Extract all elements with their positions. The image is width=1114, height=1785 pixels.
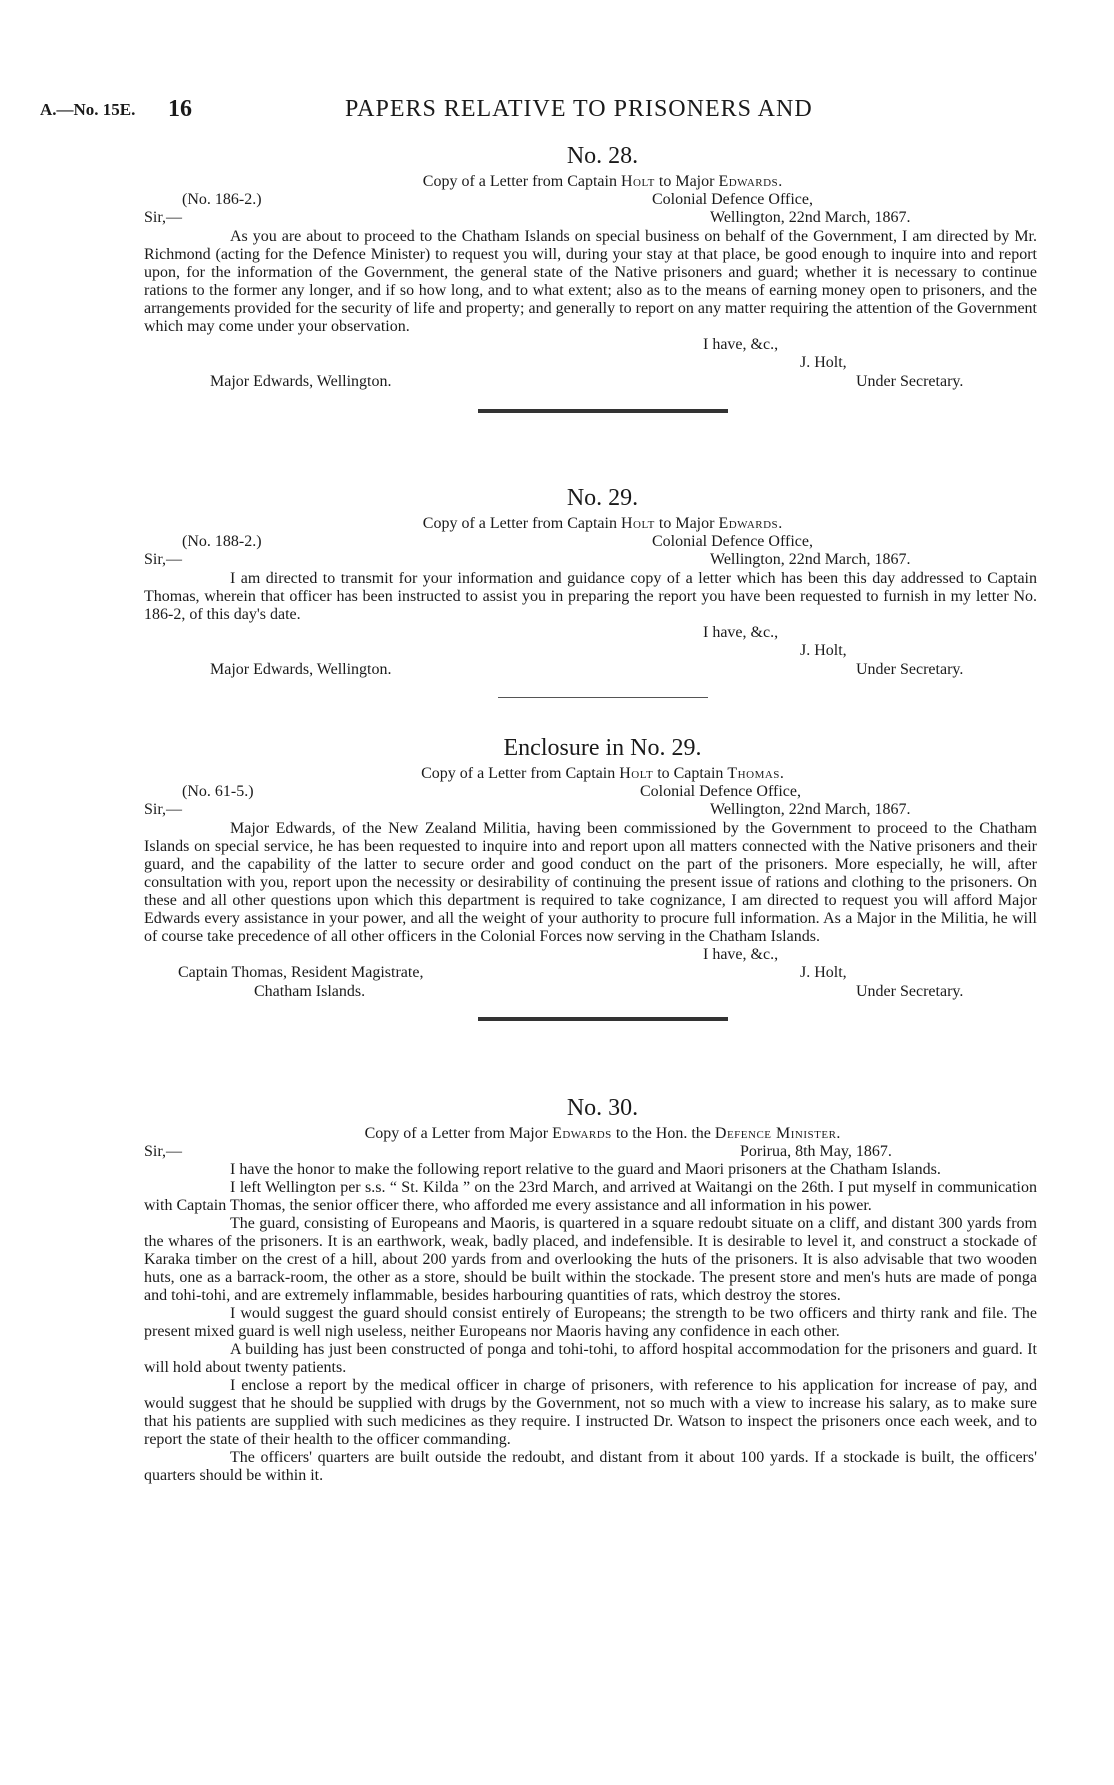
letter-subtitle: Copy of a Letter from Captain Holt to Captain Thomas. (421, 765, 784, 782)
salutation-line (144, 1143, 1037, 1161)
paper-reference: A.—No. 15E. (40, 100, 136, 119)
signer: J. Holt, (800, 642, 847, 660)
addressee: Major Edwards, Wellington. (210, 372, 392, 390)
paragraph: I left Wellington per s.s. “ St. Kilda ” on the 23rd March, and arrived at Waitangi on the 26th. I put myself in communication with Captain Thomas, the senior officer there, who afforded me every assistance and all information in his power. (144, 1179, 1037, 1215)
paragraph: I have the honor to make the following report relative to the guard and Maori prisoners at the Chatham Islands. (230, 1161, 941, 1179)
signer-title: Under Secretary. (856, 660, 964, 678)
letter-ref: (No. 188-2.) (182, 533, 262, 550)
paragraph: A building has just been constructed of ponga and tohi-tohi, to afford hospital accommodation for the prisoners and guard. It will hold about twenty patients. (144, 1341, 1037, 1377)
closing: I have, &c., (703, 623, 779, 641)
letter-subtitle: Copy of a Letter from Major Edwards to the Hon. the Defence Minister. (364, 1125, 841, 1142)
ref-line (144, 533, 1037, 551)
signer: J. Holt, (800, 964, 847, 982)
signer-line (168, 354, 1037, 372)
salutation-line (144, 209, 1037, 227)
section-divider (498, 697, 708, 698)
closing-line (168, 946, 1037, 964)
letter-body: Major Edwards, of the New Zealand Militia, having been commissioned by the Government to proceed to the Chatham Islands on special service, he has been requested to inquire into and report upon all matters connected with the Native prisoners and their guard, and the capability of the latter to secure order and good conduct on the part of the prisoners. More especially, he will, after consultation with you, report upon the necessity or desirability of continuing the present issue of rations and clothing to the prisoners. On these and all other questions upon which this department is required to take cognizance, I am directed to request you will afford Major Edwards every assistance in your power, and all the weight of your authority to procure full information. As a Major in the Militia, he will of course take precedence of all other officers in the Colonial Forces now serving in the Chatham Islands. (144, 819, 1037, 945)
paragraph: The guard, consisting of Europeans and Maoris, is quartered in a square redoubt situate on a cliff, and distant 300 yards from the whares of the prisoners. It is an earthwork, weak, badly placed, and indefensible. It is desirable to level it, and construct a stockade of Karaka timber on the crest of a hill, about 200 yards from and overlooking the huts of the prisoners. It is also advisable that two wooden huts, one as a barrack-room, the other as a store, should be built within the stockade. The present store and men's huts are made of ponga and tohi-tohi, and are extremely inflammable, besides harbouring quantities of rats, which destroy the stores. (144, 1215, 1037, 1305)
closing-line (168, 624, 1037, 642)
addressee: Major Edwards, Wellington. (210, 660, 392, 678)
addressee-line (168, 964, 1037, 982)
addressee-place: Chatham Islands. (254, 982, 366, 1000)
addressee-line (168, 661, 1037, 679)
letter-body (144, 1161, 1037, 1485)
paragraph: I enclose a report by the medical officer in charge of prisoners, with reference to his application for increase of pay, and would suggest that he should be supplied with drugs by the Government, not so much with a view to increase his salary, as to make sure that his patients are supplied with such medicines as they require. I instructed Dr. Watson to inspect the prisoners once each week, and to report the state of their health to the officer commanding. (144, 1377, 1037, 1449)
signer: J. Holt, (800, 354, 847, 372)
letter-subtitle: Copy of a Letter from Captain Holt to Major Edwards. (422, 173, 783, 190)
letter-number: No. 30. (566, 1095, 639, 1121)
letter-no-30 (144, 1094, 1037, 1485)
letter-number: No. 28. (566, 143, 639, 169)
place-date: Wellington, 22nd March, 1867. (710, 801, 911, 819)
place-date: Wellington, 22nd March, 1867. (710, 551, 911, 569)
signer-title: Under Secretary. (856, 982, 964, 1000)
salutation: Sir,— (144, 1143, 183, 1160)
ref-line (144, 191, 1037, 209)
salutation-line (144, 551, 1037, 569)
office: Colonial Defence Office, (640, 783, 801, 800)
letter-ref: (No. 186-2.) (182, 191, 262, 208)
page-number: 16 (168, 96, 192, 122)
letter-ref: (No. 61-5.) (182, 783, 254, 800)
letter-number: Enclosure in No. 29. (503, 735, 702, 761)
paragraph: The officers' quarters are built outside the redoubt, and distant from it about 100 yards. If a stockade is built, the officers' quarters should be within it. (144, 1449, 1037, 1485)
letter-no-28 (144, 142, 1037, 413)
page-header (40, 96, 1080, 126)
office: Colonial Defence Office, (652, 191, 813, 208)
paragraph: I would suggest the guard should consist entirely of Europeans; the strength to be two officers and thirty rank and file. The present mixed guard is well nigh useless, neither Europeans nor Maoris having any confidence in each other. (144, 1305, 1037, 1341)
salutation: Sir,— (144, 551, 183, 569)
place-date: Wellington, 22nd March, 1867. (710, 209, 911, 227)
letter-no-29 (144, 484, 1037, 698)
section-divider (478, 409, 728, 413)
salutation: Sir,— (144, 209, 183, 227)
letter-body: As you are about to proceed to the Chatham Islands on special business on behalf of the Government, I am directed by Mr. Richmond (acting for the Defence Minister) to request you will, during your stay at that place, be good enough to inquire into and report upon, for the information of the Government, the general state of the Native prisoners and guard; whether it is necessary to continue rations to the former any longer, and if so how long, and to what extent; also as to the means of earning money open to prisoners, and the arrangements provided for the security of life and property; and generally to report on any matter requiring the attention of the Government which may come under your observation. (144, 227, 1037, 335)
letter-number: No. 29. (566, 485, 639, 511)
addressee-line-2 (168, 983, 1037, 1001)
salutation-line (144, 801, 1037, 819)
addressee-line (168, 373, 1037, 391)
closing: I have, &c., (703, 945, 779, 963)
letter-body: I am directed to transmit for your information and guidance copy of a letter which has been this day addressed to Captain Thomas, wherein that officer has been instructed to assist you in preparing the report you have been requested to furnish in my letter No. 186-2, of this day's date. (144, 569, 1037, 623)
addressee: Captain Thomas, Resident Magistrate, (178, 964, 424, 982)
section-divider (478, 1017, 728, 1021)
office: Colonial Defence Office, (652, 533, 813, 550)
salutation: Sir,— (144, 801, 183, 819)
place-date: Porirua, 8th May, 1867. (740, 1143, 892, 1160)
enclosure-no-29 (144, 734, 1037, 1021)
closing-line (168, 336, 1037, 354)
closing: I have, &c., (703, 335, 779, 353)
signer-line (168, 642, 1037, 660)
signer-title: Under Secretary. (856, 372, 964, 390)
ref-line (144, 783, 1037, 801)
running-title: PAPERS RELATIVE TO PRISONERS AND (345, 96, 813, 122)
letter-subtitle: Copy of a Letter from Captain Holt to Major Edwards. (422, 515, 783, 532)
